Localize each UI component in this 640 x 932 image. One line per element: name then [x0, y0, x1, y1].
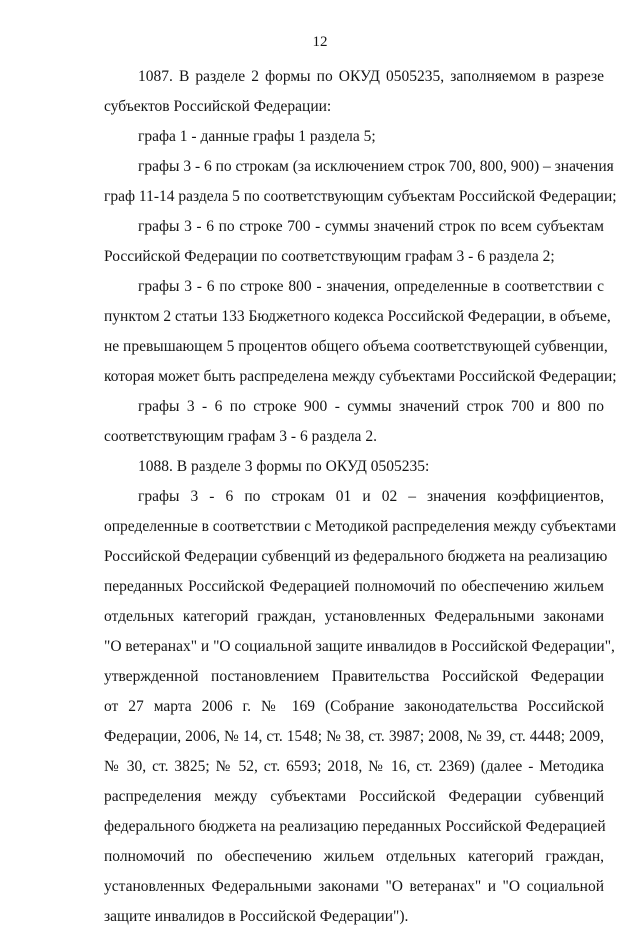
text-line: отдельных категорий граждан, установленных Федеральными законами: [104, 608, 604, 625]
text-line: федерального бюджета на реализацию переданных Российской Федерацией: [104, 818, 606, 835]
text-line: распределения между субъектами Российской Федерации субвенций: [104, 788, 604, 805]
text-line: графы 3 - 6 по строкам 01 и 02 – значения коэффициентов,: [138, 488, 604, 505]
text-line: графы 3 - 6 по строке 900 - суммы значений строк 700 и 800 по: [138, 398, 604, 415]
text-line: определенные в соответствии с Методикой распределения между субъектами: [104, 518, 617, 535]
document-body: [104, 62, 617, 932]
text-line: субъектов Российской Федерации:: [104, 98, 332, 115]
text-line: которая может быть распределена между субъектами Российской Федерации;: [104, 368, 617, 385]
text-line: пунктом 2 статьи 133 Бюджетного кодекса Российской Федерации, в объеме,: [104, 308, 611, 325]
text-line: 1088. В разделе 3 формы по ОКУД 0505235:: [138, 458, 430, 475]
text-line: граф 11-14 раздела 5 по соответствующим субъектам Российской Федерации;: [104, 188, 617, 205]
text-line: № 30, ст. 3825; № 52, ст. 6593; 2018, № 16, ст. 2369) (далее - Методика: [104, 758, 604, 775]
text-line: графы 3 - 6 по строке 800 - значения, определенные в соответствии с: [138, 278, 604, 295]
text-line: утвержденной постановлением Правительства Российской Федерации: [104, 668, 604, 685]
text-line: соответствующим графам 3 - 6 раздела 2.: [104, 428, 377, 445]
text-line: графа 1 - данные графы 1 раздела 5;: [138, 128, 376, 145]
text-line: графы 3 - 6 по строке 700 - суммы значений строк по всем субъектам: [138, 218, 604, 235]
text-line: полномочий по обеспечению жильем отдельных категорий граждан,: [104, 848, 604, 865]
text-line: переданных Российской Федерацией полномочий по обеспечению жильем: [104, 578, 604, 595]
text-line: от 27 марта 2006 г. № 169 (Собрание законодательства Российской: [104, 698, 604, 715]
text-line: Российской Федерации по соответствующим графам 3 - 6 раздела 2;: [104, 248, 555, 265]
text-line: графы 3 - 6 по строкам (за исключением строк 700, 800, 900) – значения: [138, 158, 614, 175]
text-line: защите инвалидов в Российской Федерации").: [104, 908, 409, 925]
page-number: 12: [312, 34, 328, 50]
text-line: 1087. В разделе 2 формы по ОКУД 0505235, заполняемом в разрезе: [138, 68, 604, 85]
text-line: "О ветеранах" и "О социальной защите инвалидов в Российской Федерации",: [104, 638, 615, 655]
text-line: Федерации, 2006, № 14, ст. 1548; № 38, ст. 3987; 2008, № 39, ст. 4448; 2009,: [104, 728, 604, 745]
text-line: Российской Федерации субвенций из федерального бюджета на реализацию: [104, 548, 608, 565]
text-line: установленных Федеральными законами "О ветеранах" и "О социальной: [104, 878, 604, 895]
text-line: не превышающем 5 процентов общего объема соответствующей субвенции,: [104, 338, 608, 355]
